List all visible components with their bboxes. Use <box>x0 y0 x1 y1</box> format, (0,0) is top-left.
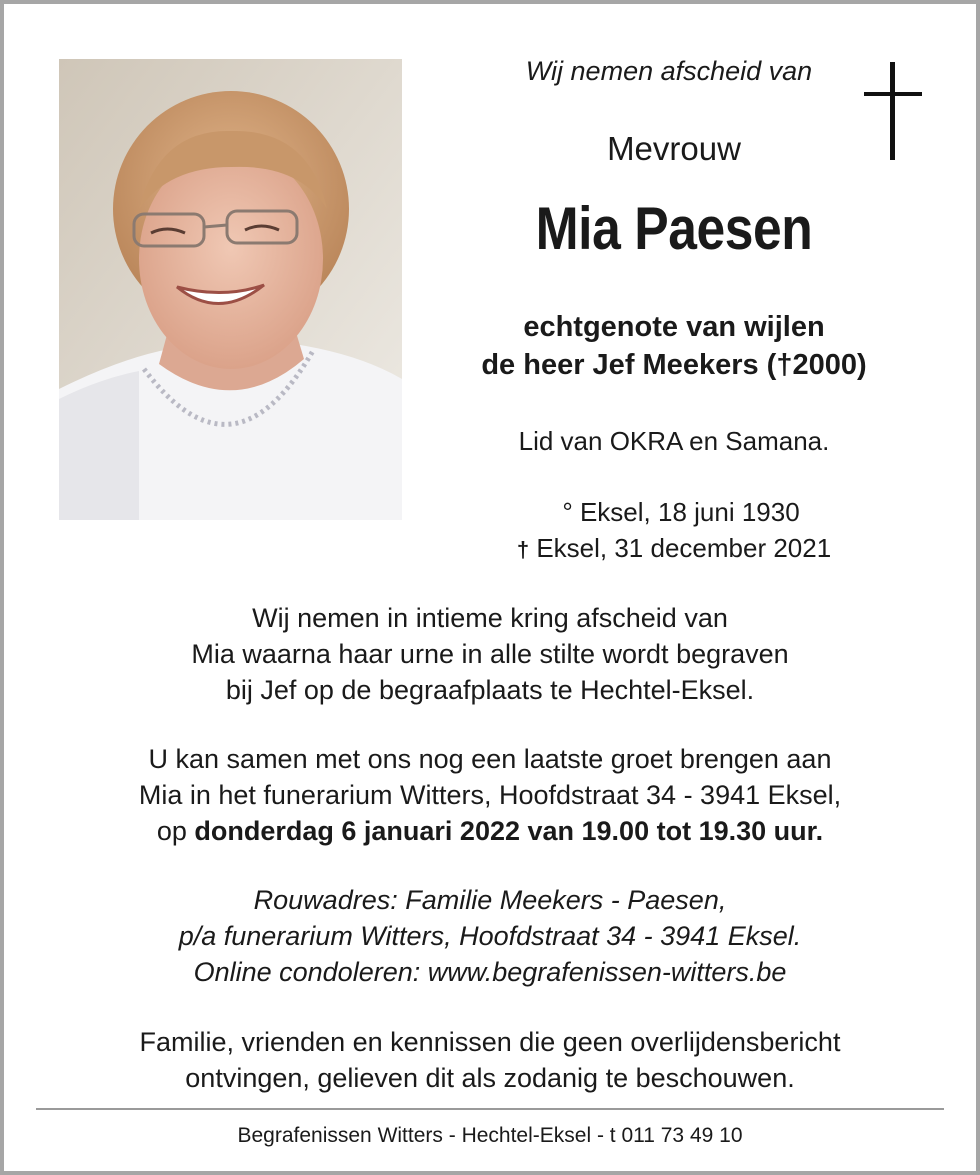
deceased-name: Mia Paesen <box>535 195 813 262</box>
visit-time: donderdag 6 januari 2022 van 19.00 tot 19.30 uur. <box>194 816 824 846</box>
visit-line-2: Mia in het funerarium Witters, Hoofdstraat 34 - 3941 Eksel, <box>138 780 842 810</box>
address-paragraph <box>4 882 976 990</box>
notice-line-1: Familie, vrienden en kennissen die geen overlijdensbericht <box>139 1027 841 1057</box>
ceremony-line-2: Mia waarna haar urne in alle stilte wordt begraven <box>191 639 789 669</box>
spouse-line-2: de heer Jef Meekers (†2000) <box>481 349 867 381</box>
birth-text: Eksel, 18 juni 1930 <box>579 497 800 527</box>
death-date <box>444 530 904 568</box>
visit-line-3 <box>4 813 976 849</box>
birth-date <box>444 494 904 530</box>
address-line-2: p/a funerarium Witters, Hoofdstraat 34 - 3941 Eksel. <box>178 921 802 951</box>
dagger-icon: † <box>516 537 530 562</box>
ceremony-line-1: Wij nemen in intieme kring afscheid van <box>252 603 728 633</box>
notice-paragraph <box>4 1024 976 1096</box>
honorific: Mevrouw <box>607 130 741 167</box>
spouse-info <box>404 308 944 384</box>
notice-line-2: ontvingen, gelieven dit als zodanig te beschouwen. <box>185 1063 795 1093</box>
membership-text: Lid van OKRA en Samana. <box>518 426 830 456</box>
portrait-photo <box>59 59 402 520</box>
footer-divider <box>36 1108 944 1110</box>
visit-line-3-prefix: op <box>156 816 187 846</box>
address-line-1: Rouwadres: Familie Meekers - Paesen, <box>253 885 727 915</box>
footer-text: Begrafenissen Witters - Hechtel-Eksel - t 011 73 49 10 <box>237 1124 743 1147</box>
life-dates <box>444 494 904 568</box>
intro-text: Wij nemen afscheid van <box>525 56 813 86</box>
visit-paragraph <box>4 741 976 849</box>
portrait-illustration <box>59 59 402 520</box>
death-text: Eksel, 31 december 2021 <box>536 533 832 563</box>
visit-line-1: U kan samen met ons nog een laatste groet brengen aan <box>148 744 832 774</box>
condolence-website: Online condoleren: www.begrafenissen-witters.be <box>193 957 787 987</box>
birth-symbol: ° <box>562 497 573 527</box>
spouse-line-1: echtgenote van wijlen <box>523 311 825 343</box>
ceremony-line-3: bij Jef op de begraafplaats te Hechtel-Eksel. <box>225 675 755 705</box>
ceremony-paragraph <box>4 600 976 708</box>
